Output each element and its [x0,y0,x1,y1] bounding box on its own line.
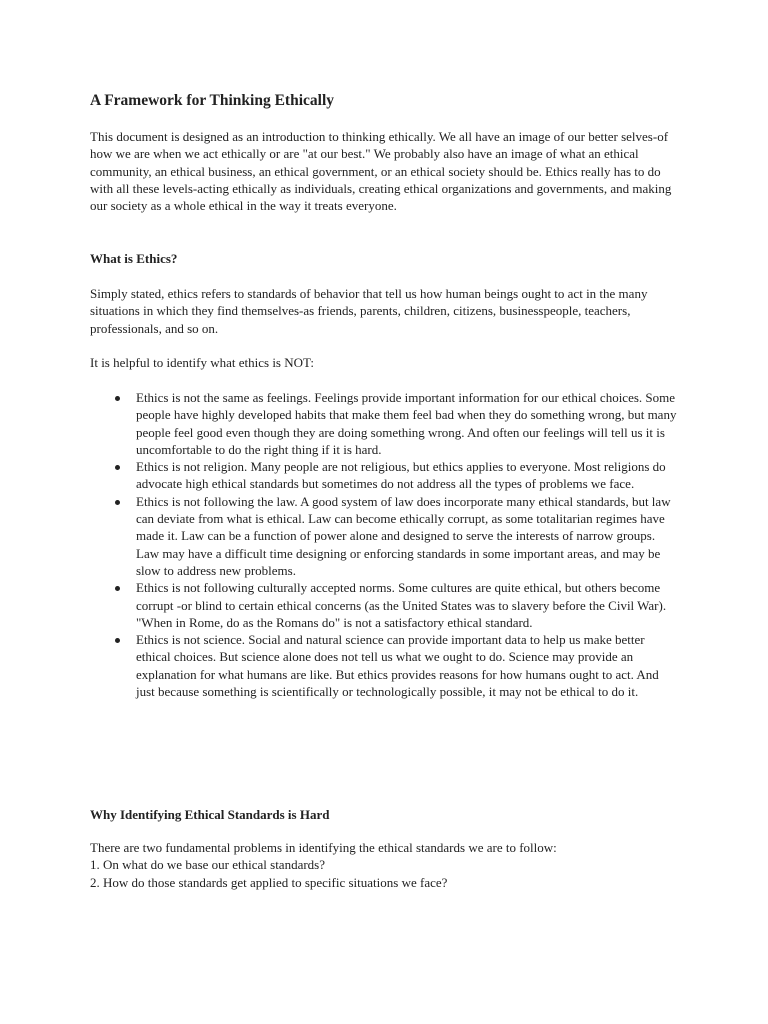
not-list-lead: It is helpful to identify what ethics is NOT: [90,355,314,370]
list-item-text: Ethics is not science. Social and natural science can provide important data to help us make better ethical choices. But science alone does not tell us what we ought to do. Science may provide an explanation for what humans are like. But ethics provides reasons for how humans ought to act. And just because something is scientifically or technologically possible, it may not be ethical to do it. [136,632,659,700]
list-item [90,458,680,493]
list-item [90,389,680,458]
question-1: 1. On what do we base our ethical standards? [90,857,326,873]
section-heading-what-is-ethics: What is Ethics? [90,251,178,266]
ethics-is-not-list [90,389,680,700]
list-item [90,631,680,700]
bullet-icon [115,465,120,470]
problems-lead [90,839,680,891]
list-item [90,579,680,631]
section-heading-why-hard: Why Identifying Ethical Standards is Hard [90,807,330,822]
bullet-icon [115,638,120,643]
bullet-icon [115,586,120,591]
question-2: 2. How do those standards get applied to specific situations we face? [90,874,448,890]
list-item-text: Ethics is not the same as feelings. Feelings provide important information for our ethical choices. Some people have highly developed habits that make them feel bad when they do something wrong, but many people feel good even though they are doing something wrong. And often our feelings will tell us it is uncomfortable to do the right thing if it is hard. [136,390,677,457]
intro-paragraph: This document is designed as an introduction to thinking ethically. We all have an image of our better selves-of how we are when we act ethically or are "at our best." We probably also have an image of what an ethical community, an ethical business, an ethical government, or an ethical society should be. Ethics really has to do with all these levels-acting ethically as individuals, creating ethical organizations and governments, and making our society as a whole ethical in the way it treats everyone. [90,129,672,214]
problems-lead-text: There are two fundamental problems in identifying the ethical standards we are to follow: [90,840,557,855]
list-item [90,493,680,579]
list-item-text: Ethics is not following culturally accepted norms. Some cultures are quite ethical, but others become corrupt -or blind to certain ethical concerns (as the United States was to slavery before the Civil War). "When in Rome, do as the Romans do" is not a satisfactory ethical standard. [136,580,667,630]
bullet-icon [115,396,120,401]
list-item-text: Ethics is not religion. Many people are not religious, but ethics applies to everyone. Most religions do advocate high ethical standards but sometimes do not address all the types of problems we face. [136,459,666,492]
document-title: A Framework for Thinking Ethically [90,92,335,109]
definition-paragraph: Simply stated, ethics refers to standards of behavior that tell us how human beings ought to act in the many situations in which they find themselves-as friends, parents, children, citizens, businesspeople, teachers, professionals, and so on. [90,286,648,336]
list-item-text: Ethics is not following the law. A good system of law does incorporate many ethical standards, but law can deviate from what is ethical. Law can become ethically corrupt, as some totalitarian regimes have made it. Law can be a function of power alone and designed to serve the interests of narrow groups. Law may have a difficult time designing or enforcing standards in some important areas, and may be slow to address new problems. [136,493,671,578]
bullet-icon [115,500,120,505]
